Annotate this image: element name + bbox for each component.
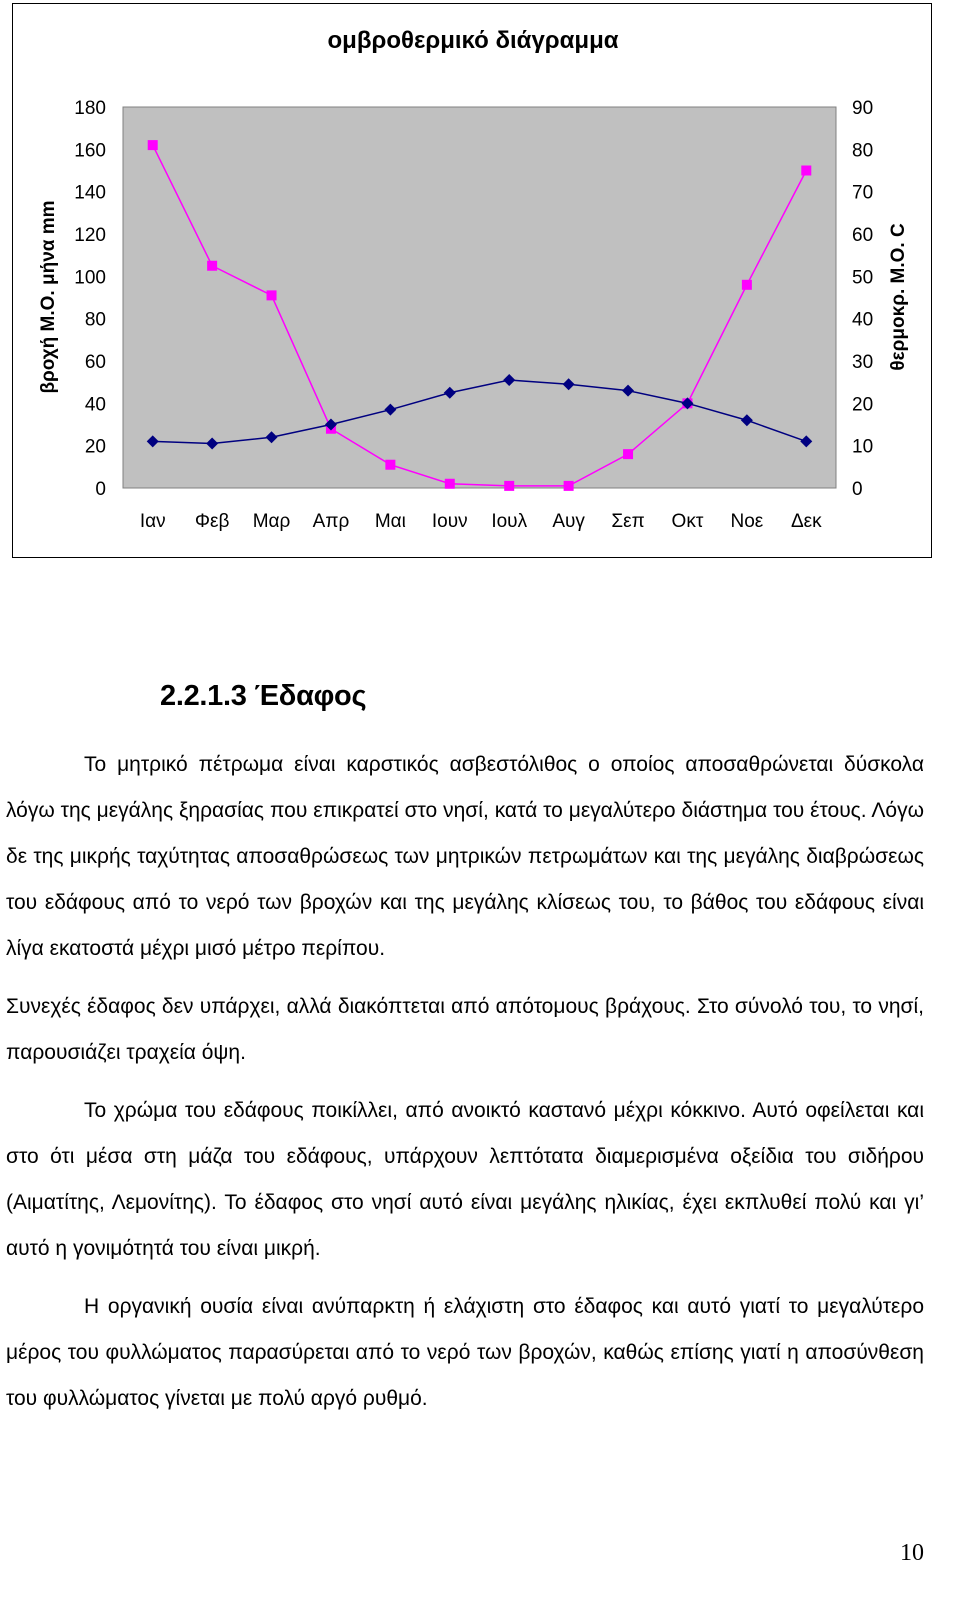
x-axis-ticks	[140, 511, 822, 532]
x-tick-label: Σεπ	[611, 511, 645, 532]
right-tick-label: 10	[852, 436, 874, 458]
x-tick-label: Δεκ	[790, 511, 822, 532]
x-tick-label: Φεβ	[194, 511, 230, 532]
section-heading: 2.2.1.3 Έδαφος	[160, 680, 367, 712]
x-tick-label: Απρ	[312, 511, 350, 532]
rain-point	[148, 140, 158, 150]
right-axis-ticks	[852, 98, 873, 500]
rain-point	[267, 290, 277, 300]
chart-title: ομβροθερμικό διάγραμμα	[327, 27, 619, 54]
rain-point	[207, 261, 217, 271]
x-tick-label: Ιαν	[139, 511, 166, 532]
paragraph-4: Η οργανική ουσία είναι ανύπαρκτη ή ελάχιστη στο έδαφος και αυτό γιατί το μεγαλύτερο μέρος του φυλλώματος παρασύρεται από το νερό των βροχών, καθώς επίσης γιατί η αποσύνθεση του φυλλώματος γίνεται με πολύ αργό ρυθμό.	[6, 1295, 924, 1410]
rain-point	[445, 479, 455, 489]
left-tick-label: 20	[84, 436, 106, 458]
left-tick-label: 60	[84, 352, 106, 373]
document-body-4	[6, 1284, 924, 1422]
right-tick-label: 70	[852, 182, 874, 204]
x-tick-label: Οκτ	[671, 511, 704, 532]
x-tick-label: Ιουν	[431, 511, 468, 532]
right-tick-label: 0	[852, 479, 863, 500]
rain-point	[801, 166, 811, 176]
right-tick-label: 80	[852, 140, 874, 162]
document-body-2	[6, 984, 924, 1076]
left-tick-label: 100	[74, 267, 106, 289]
rain-point	[564, 481, 574, 491]
x-tick-label: Ιουλ	[491, 511, 528, 532]
paragraph-3: Το χρώμα του εδάφους ποικίλλει, από ανοικτό καστανό μέχρι κόκκινο. Αυτό οφείλεται και στο ότι μέσα στη μάζα του εδάφους, υπάρχουν λεπτότατα διαμερισμένα οξείδια του σιδήρου (Αιματίτης, Λεμονίτης). Το έδαφος στο νησί αυτό είναι μεγάλης ηλικίας, έχει εκπλυθεί πολύ και γι’ αυτό η γονιμότητά του είναι μικρή.	[6, 1099, 924, 1260]
x-tick-label: Αυγ	[552, 511, 585, 532]
rain-point	[623, 449, 633, 459]
right-tick-label: 20	[852, 394, 874, 416]
right-tick-label: 90	[852, 98, 874, 119]
x-tick-label: Μαι	[374, 511, 406, 532]
rain-point	[742, 280, 752, 290]
plot-area	[123, 107, 836, 488]
paragraph-2: Συνεχές έδαφος δεν υπάρχει, αλλά διακόπτεται από απότομους βράχους. Στο σύνολό του, το νησί, παρουσιάζει τραχεία όψη.	[6, 995, 924, 1064]
document-body-3	[6, 1088, 924, 1272]
left-tick-label: 120	[74, 225, 106, 246]
left-tick-label: 40	[84, 394, 106, 416]
right-tick-label: 40	[852, 309, 874, 331]
left-tick-label: 80	[84, 309, 106, 331]
ombrothermic-chart	[0, 0, 960, 560]
left-axis-title: βροχή Μ.Ο. μήνα mm	[38, 200, 59, 394]
right-tick-label: 30	[852, 352, 874, 373]
left-tick-label: 0	[95, 479, 106, 500]
right-tick-label: 60	[852, 225, 874, 246]
left-tick-label: 160	[74, 140, 106, 162]
left-tick-label: 180	[74, 98, 106, 119]
right-axis-title: θερμοκρ. Μ.Ο. C	[888, 223, 909, 371]
right-tick-label: 50	[852, 267, 874, 289]
rain-point	[385, 460, 395, 470]
x-tick-label: Μαρ	[252, 511, 291, 532]
paragraph-1: Το μητρικό πέτρωμα είναι καρστικός ασβεστόλιθος ο οποίος αποσαθρώνεται δύσκολα λόγω της μεγάλης ξηρασίας που επικρατεί στο νησί, κατά το μεγαλύτερο διάστημα του έτους. Λόγω δε της μικρής ταχύτητας αποσαθρώσεως των μητρικών πετρωμάτων και της μεγάλης διαβρώσεως του εδάφους από το νερό των βροχών και της μεγάλης κλίσεως του, το βάθος του εδάφους είναι λίγα εκατοστά μέχρι μισό μέτρο περίπου.	[6, 753, 924, 960]
left-axis-ticks	[74, 98, 106, 500]
rain-point	[504, 481, 514, 491]
x-tick-label: Νοε	[730, 511, 764, 532]
left-tick-label: 140	[74, 182, 106, 204]
page-number: 10	[900, 1540, 924, 1566]
document-body	[6, 742, 924, 972]
